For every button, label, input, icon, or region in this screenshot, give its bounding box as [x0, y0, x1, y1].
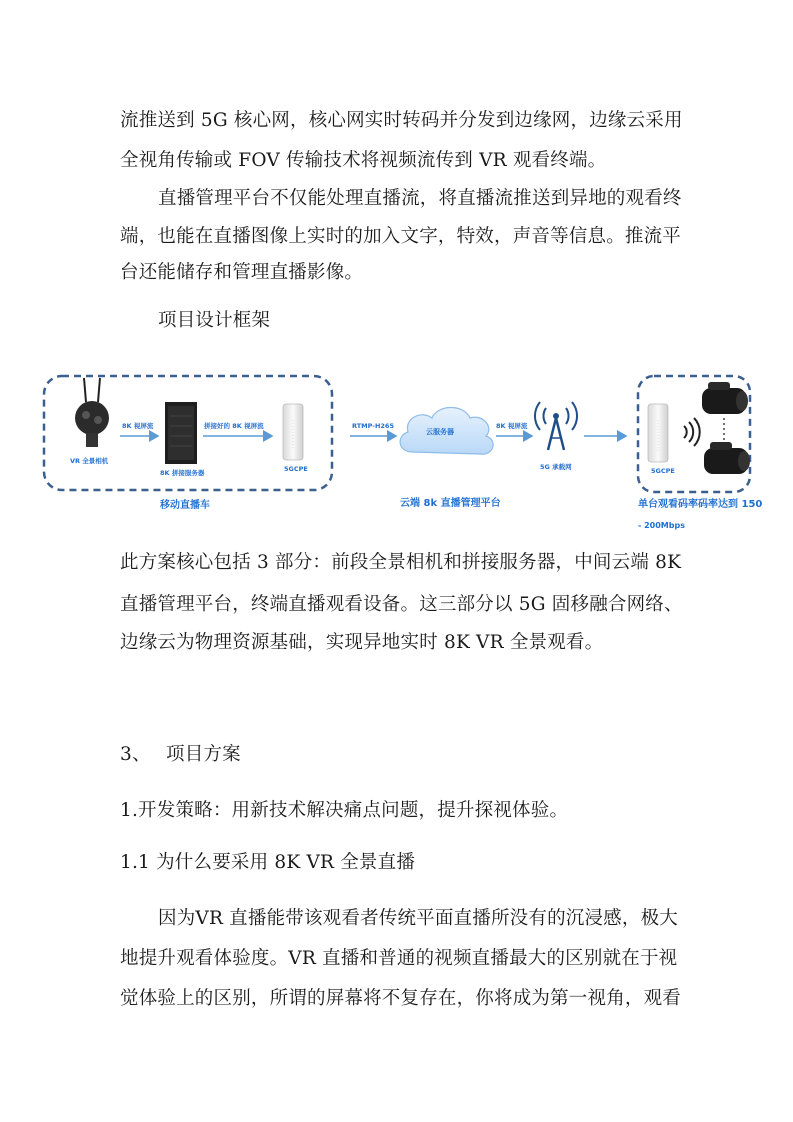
cpe1-label: 5GCPE — [284, 465, 308, 473]
camera-label: VR 全景相机 — [70, 457, 109, 465]
arrow2-label: 拼接好的 8K 视屏流 — [204, 422, 264, 430]
subheading: 1.1 为什么要采用 8K VR 全景直播 — [120, 852, 416, 873]
vr-headset-icon — [702, 382, 748, 414]
vr-headset-icon-2 — [704, 442, 750, 474]
arrow3-label: RTMP-H265 — [352, 422, 394, 430]
paragraph2-line3: 台还能储存和管理直播影像。 — [120, 262, 364, 283]
wireless-signal-icon — [684, 418, 700, 446]
paragraph4-line2: 地提升观看体验度。VR 直播和普通的视频直播最大的区别就在于视 — [120, 948, 678, 969]
paragraph3-line3: 边缘云为物理资源基础，实现异地实时 8K VR 全景观看。 — [120, 632, 604, 653]
paragraph3-line2: 直播管理平台，终端直播观看设备。这三部分以 5G 固移融合网络、 — [120, 594, 683, 615]
cpe-device-icon-2 — [648, 404, 668, 462]
cell-tower-icon — [535, 402, 577, 450]
paragraph4-line3: 觉体验上的区别，所谓的屏幕将不复存在，你将成为第一视角，观看 — [120, 988, 682, 1009]
paragraph2-line1: 直播管理平台不仅能处理直播流，将直播流推送到异地的观看终 — [158, 188, 682, 209]
paragraph3-line1: 此方案核心包括 3 部分：前段全景相机和拼接服务器，中间云端 8K — [120, 552, 682, 573]
section3-number: 3、 — [120, 744, 151, 765]
cloud-text: 云服务器 — [426, 428, 454, 436]
paragraph4-line1: 因为VR 直播能带该观看者传统平面直播所没有的沉浸感，极大 — [158, 908, 678, 929]
cpe2-label: 5GCPE — [651, 467, 675, 475]
section3-title: 项目方案 — [166, 744, 241, 765]
platform-label: 云端 8k 直播管理平台 — [400, 498, 501, 509]
paragraph1-line1: 流推送到 5G 核心网，核心网实时转码并分发到边缘网，边缘云采用 — [120, 110, 683, 131]
cpe-device-icon — [283, 404, 303, 460]
viewer-label-line1: 单台观看码率码率达到 150 — [638, 499, 763, 510]
vr-camera-icon — [75, 378, 109, 447]
viewer-label-line2: - 200Mbps — [638, 521, 685, 530]
server-label: 8K 拼接服务器 — [160, 469, 205, 477]
paragraph2-line2: 端，也能在直播图像上实时的加入文字，特效，声音等信息。推流平 — [120, 226, 682, 247]
framework-heading: 项目设计框架 — [158, 310, 271, 331]
framework-diagram — [0, 360, 793, 540]
stitching-server-icon — [165, 402, 197, 464]
vehicle-label: 移动直播车 — [160, 500, 210, 511]
tower-label: 5G 承载网 — [540, 463, 572, 471]
paragraph1-line2: 全视角传输或 FOV 传输技术将视频流传到 VR 观看终端。 — [120, 150, 607, 171]
arrow4-label: 8K 视屏流 — [496, 422, 528, 430]
arrow1-label: 8K 视屏流 — [122, 422, 154, 430]
strategy-heading: 1.开发策略：用新技术解决痛点问题，提升探视体验。 — [120, 800, 569, 821]
